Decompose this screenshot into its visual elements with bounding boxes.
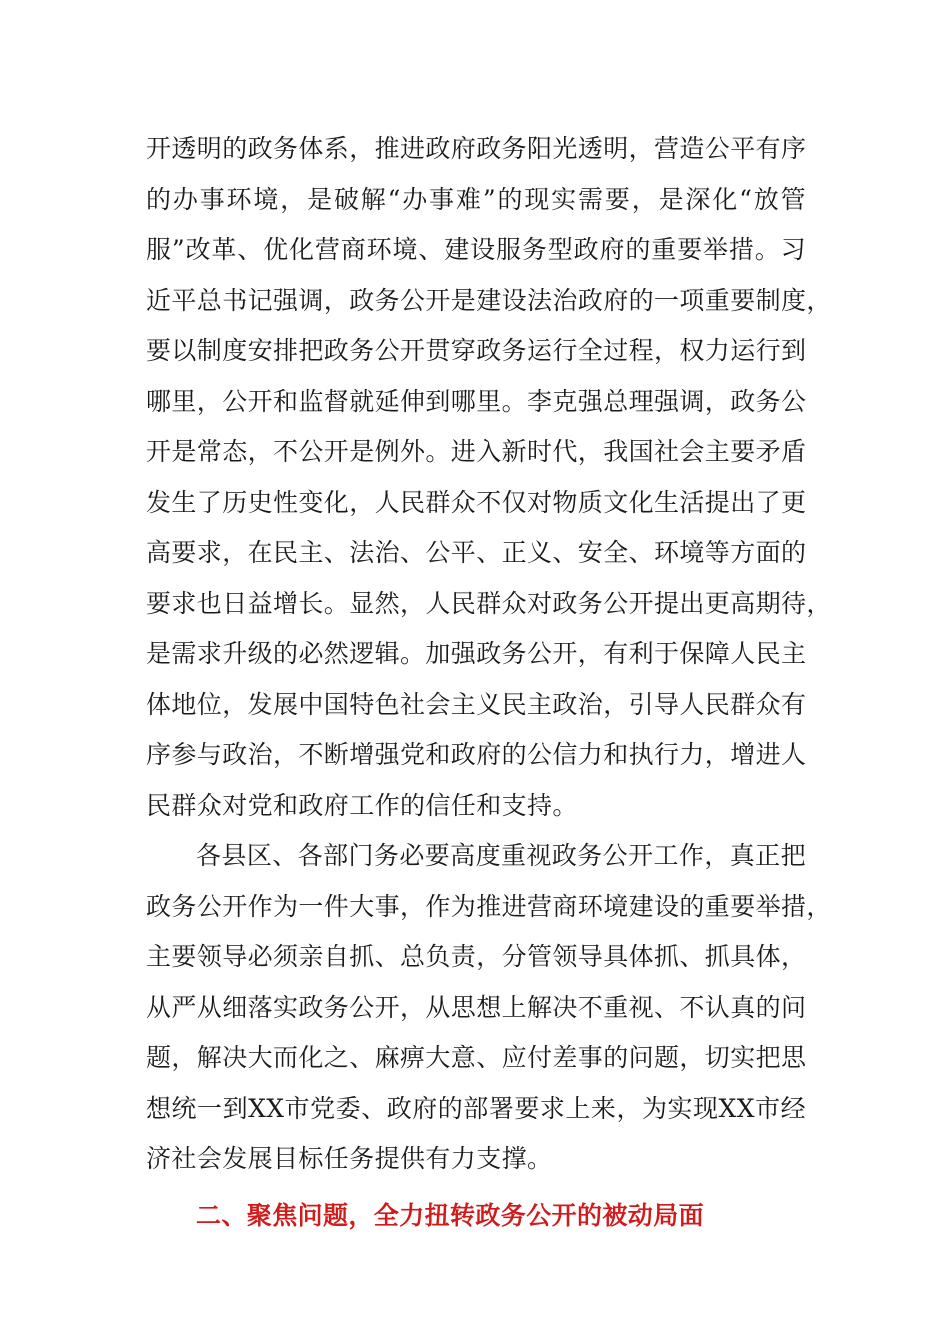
text-line: 序参与政治，不断增强党和政府的公信力和执行力，增进人	[146, 740, 807, 769]
text-line: 服”改革、优化营商环境、建设服务型政府的重要举措。习	[146, 235, 806, 264]
text-line: 要求也日益增长。显然，人民群众对政务公开提出更高期待，	[146, 588, 832, 618]
text-line: 主要领导必须亲自抓、总负责，分管领导具体抓、抓具体，	[146, 942, 807, 971]
text-line: 题，解决大而化之、麻痹大意、应付差事的问题，切实把思	[146, 1043, 807, 1072]
text-line: 体地位，发展中国特色社会主义民主政治，引导人民群众有	[146, 689, 807, 719]
text-line: 近平总书记强调，政务公开是建设法治政府的一项重要制度，	[146, 285, 832, 315]
text-line: 发生了历史性变化，人民群众不仅对物质文化生活提出了更	[146, 487, 807, 517]
text-line: 想统一到XX市党委、政府的部署要求上来，为实现XX市经	[146, 1093, 806, 1123]
text-line: 的办事环境，是破解“办事难”的现实需要，是深化“放管	[146, 184, 806, 214]
text-line: 开透明的政务体系，推进政府政务阳光透明，营造公平有序	[146, 134, 807, 163]
text-line: 要以制度安排把政务公开贯穿政务运行全过程，权力运行到	[146, 336, 807, 365]
text-line: 各县区、各部门务必要高度重视政务公开工作，真正把	[196, 841, 806, 870]
paragraph-2	[146, 831, 832, 1185]
text-line: 政务公开作为一件大事，作为推进营商环境建设的重要举措，	[146, 891, 832, 921]
text-line: 高要求，在民主、法治、公平、正义、安全、环境等方面的	[146, 538, 807, 567]
section-heading: 二、聚焦问题，全力扭转政务公开的被动局面	[196, 1200, 705, 1230]
text-line: 民群众对党和政府工作的信任和支持。	[146, 790, 578, 820]
text-line: 济社会发展目标任务提供有力支撑。	[146, 1144, 553, 1173]
text-line: 开是常态，不公开是例外。进入新时代，我国社会主要矛盾	[146, 437, 807, 466]
document-body	[146, 124, 832, 1241]
paragraph-1	[146, 124, 832, 831]
text-line: 哪里，公开和监督就延伸到哪里。李克强总理强调，政务公	[146, 386, 807, 416]
text-line: 从严从细落实政务公开，从思想上解决不重视、不认真的问	[146, 992, 807, 1022]
text-line: 是需求升级的必然逻辑。加强政务公开，有利于保障人民主	[146, 639, 807, 668]
